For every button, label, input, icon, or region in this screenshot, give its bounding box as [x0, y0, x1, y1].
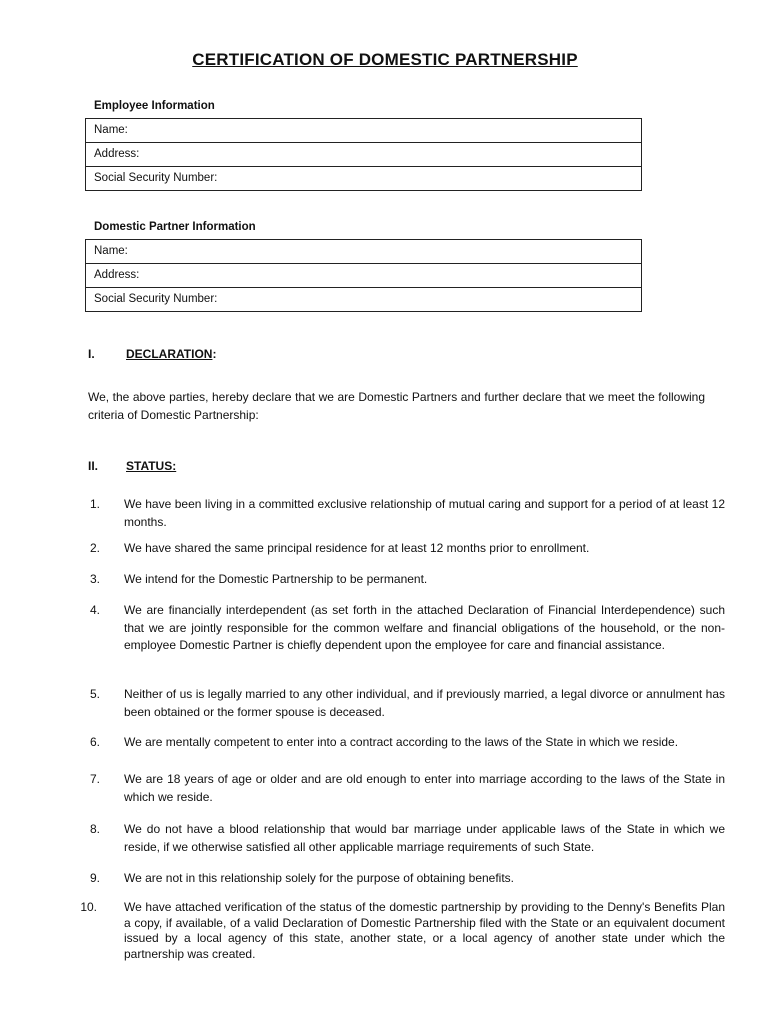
- declaration-text: We, the above parties, hereby declare that we are Domestic Partners and further declare that we meet the following criteria of Domestic Partnership:: [88, 390, 705, 422]
- employee-name-field[interactable]: Name:: [86, 119, 641, 143]
- status-item-text: We are financially interdependent (as set forth in the attached Declaration of Financial Interdependence) such that we are jointly responsible for the common welfare and financial obligations of the household, or the non-employee Domestic Partner is chiefly dependent upon the employee for care and financial assistance.: [124, 603, 725, 652]
- status-item-number: 7.: [89, 772, 100, 786]
- status-item-text: We are 18 years of age or older and are old enough to enter into marriage according to the laws of the State in which we reside.: [124, 772, 725, 804]
- partner-name-field[interactable]: Name:: [86, 240, 641, 264]
- status-item-text: We have attached verification of the status of the domestic partnership by providing to the Denny's Benefits Plan a copy, if available, of a valid Declaration of Domestic Partnership filed with the State or an equivalent document issued by a local agency of this state, another state, or a local agency of another state under which the partnership was created.: [124, 900, 725, 961]
- partner-address-field[interactable]: Address:: [86, 264, 641, 288]
- status-item: [80, 602, 725, 655]
- status-item: [80, 686, 725, 721]
- employee-ssn-field[interactable]: Social Security Number:: [94, 172, 218, 184]
- status-item-number: 5.: [89, 687, 100, 701]
- status-item-number: 2.: [89, 541, 100, 555]
- status-heading: [88, 459, 388, 475]
- declaration-number: I.: [88, 347, 95, 361]
- declaration-heading: [88, 347, 388, 363]
- status-item-text: We are mentally competent to enter into a contract according to the laws of the State in which we reside.: [124, 735, 679, 749]
- status-item-number: 6.: [89, 735, 100, 749]
- partner-information-label: Domestic Partner Information: [94, 221, 256, 233]
- employee-information-table: [85, 118, 642, 191]
- status-item-text: We have been living in a committed exclusive relationship of mutual caring and support for a period of at least 12 months.: [124, 497, 725, 529]
- status-item-number: 10.: [80, 900, 97, 914]
- status-item: [80, 540, 725, 558]
- document-title: CERTIFICATION OF DOMESTIC PARTNERSHIP: [192, 50, 578, 69]
- status-item: [80, 870, 725, 888]
- status-item: [80, 571, 725, 589]
- status-item-number: 4.: [89, 603, 100, 617]
- status-title: STATUS:: [126, 459, 177, 473]
- partner-information-table: [85, 239, 642, 312]
- employee-information-label: Employee Information: [94, 100, 215, 112]
- status-item-text: Neither of us is legally married to any other individual, and if previously married, a legal divorce or annulment has been obtained or the former spouse is deceased.: [124, 687, 725, 719]
- status-item-number: 3.: [89, 572, 100, 586]
- declaration-title: DECLARATION: [126, 347, 213, 361]
- status-item: [80, 821, 725, 856]
- status-item: [80, 734, 725, 752]
- status-item-number: 1.: [89, 497, 100, 511]
- status-item-text: We intend for the Domestic Partnership to be permanent.: [124, 572, 428, 586]
- status-item-text: We have shared the same principal residence for at least 12 months prior to enrollment.: [124, 541, 590, 555]
- status-item-number: 9.: [89, 871, 100, 885]
- status-item: [80, 771, 725, 806]
- employee-address-field[interactable]: Address:: [86, 143, 641, 167]
- status-item: [80, 496, 725, 531]
- status-item-text: We are not in this relationship solely for the purpose of obtaining benefits.: [124, 871, 515, 885]
- status-item-text: We do not have a blood relationship that would bar marriage under applicable laws of the State in which we reside, if we otherwise satisfied all other applicable marriage requirements of such State.: [124, 822, 725, 854]
- declaration-colon: :: [212, 347, 217, 361]
- partner-ssn-field[interactable]: Social Security Number:: [94, 293, 218, 305]
- status-item-number: 8.: [89, 822, 100, 836]
- status-number: II.: [88, 459, 99, 473]
- status-item: [80, 900, 725, 962]
